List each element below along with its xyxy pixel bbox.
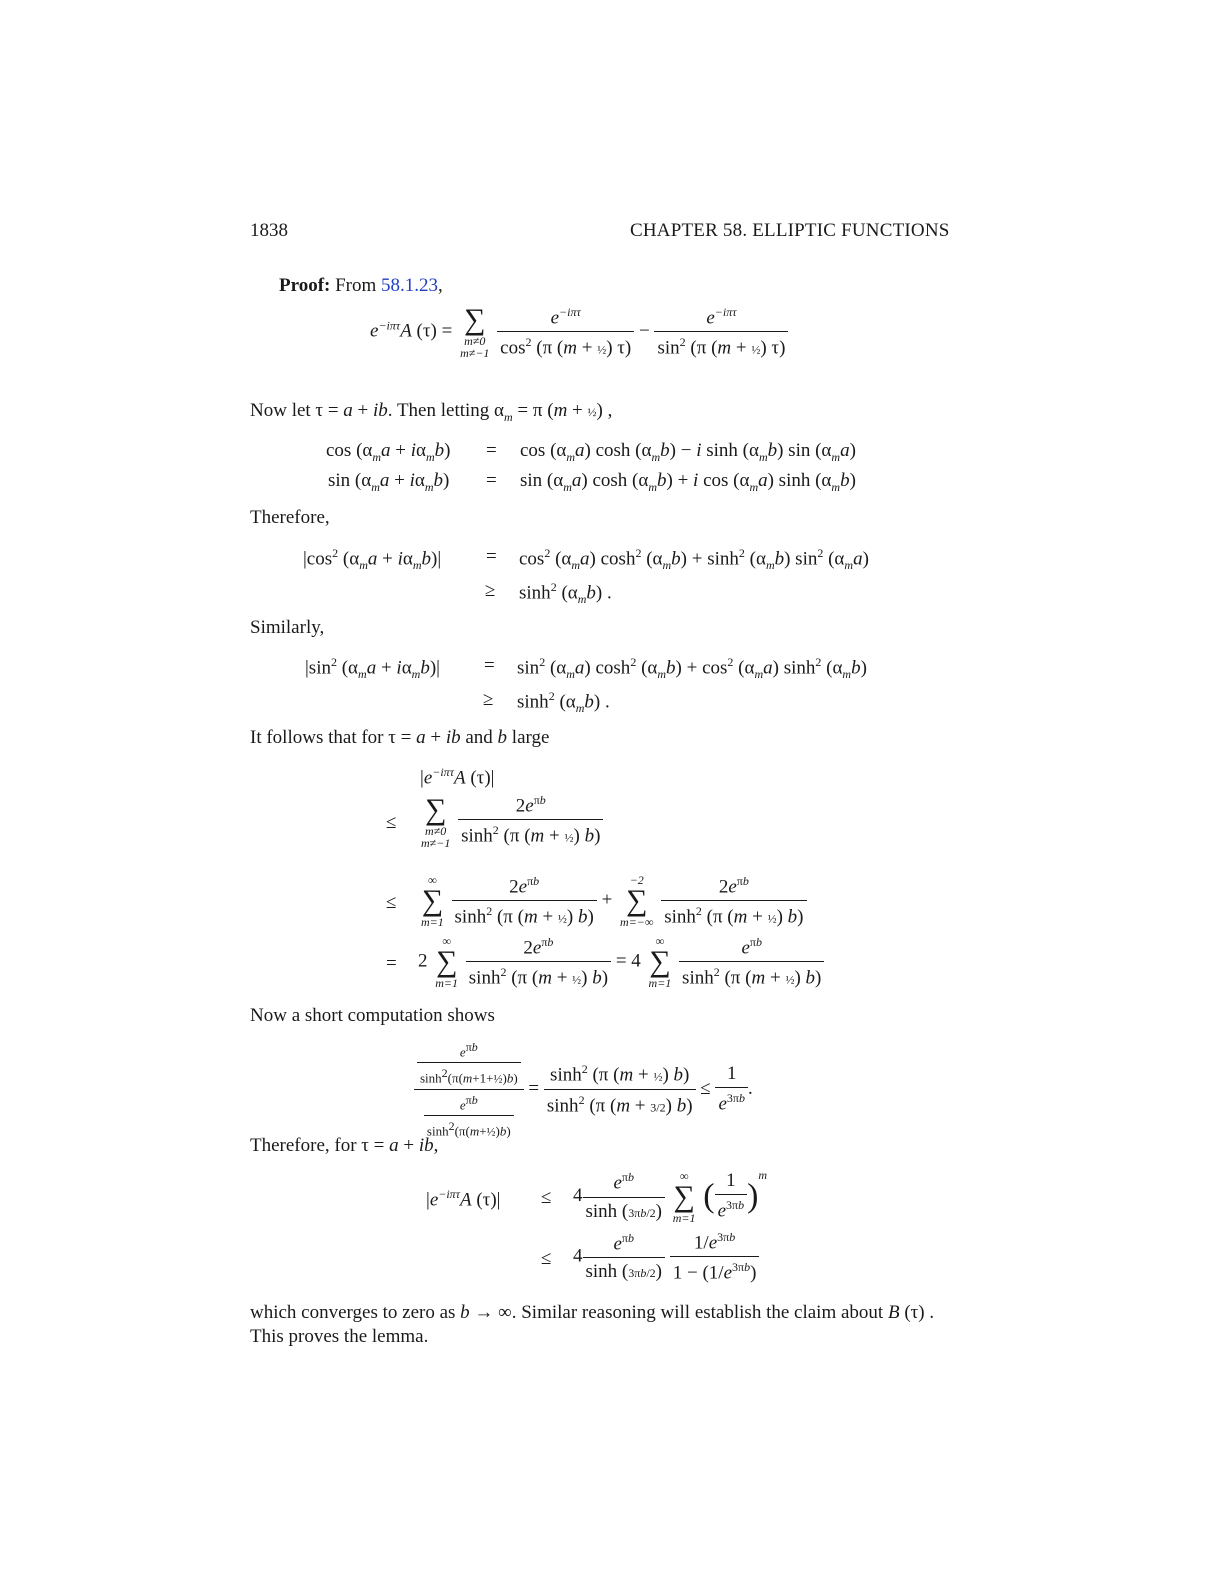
proof-label: Proof: [279, 275, 331, 296]
final-bound-1: 4 $\frac{e^{\pi b}}{\sinh (3\pi b/2)}$ ∞ ∑ m=1 ( $\frac{1}{e^{3\pi b}}$ )$^m$ [573, 1168, 768, 1225]
eq1-fraction-1: $\frac{e^{-i\pi\tau}}{\cos^2 (\pi (m + \frac{1}{2}) \tau)}$ [497, 305, 634, 360]
eq1-lhs: e [370, 320, 379, 342]
equals-sign: = [486, 546, 497, 567]
sin-expansion-rhs: $\sin (\alpha_ma)$ $\cosh (\alpha_mb) + i$ $\cos (\alpha_ma)$ $\sinh (\alpha_mb)$ [520, 470, 856, 494]
eq1-fraction-2: $\frac{e^{-i\pi\tau}}{\sin^2 (\pi (m + \frac{1}{2}) \tau)}$ [654, 305, 788, 360]
now-let-line: Now let τ = a + ib. Then letting $\alpha_m = \pi$ (m + ½) , [250, 400, 613, 424]
equals-sign: = [386, 953, 397, 974]
abs-cos-bound: $\sinh^2 (\alpha_mb)$ . [519, 580, 612, 607]
leq-sign: ≤ [386, 812, 397, 833]
final-lhs: $|e^{-i\pi\tau}A$ (τ)| [426, 1187, 501, 1211]
proof-intro-text: From [335, 275, 377, 296]
leq-sign: ≤ [541, 1248, 552, 1269]
equals-sign: = [486, 440, 497, 461]
equation-1: $e^{-i\pi\tau}A$ (τ) = ∑ m≠0 m≠−1 $\frac{e^{-i\pi\tau}}{\cos^2 (\pi (m + \frac{1}{2}) \tau)}$ − $\frac{e^{-i\pi\tau}}{\sin^2 (\pi (m + \frac{1}{2}) \tau)}$ [370, 305, 788, 360]
sum-symbol: ∑ m≠0 m≠−1 [460, 303, 490, 361]
equals-sign: = [486, 470, 497, 491]
equation-reference-link[interactable]: 58.1.23 [381, 275, 439, 296]
leq-sign: ≤ [386, 892, 397, 913]
abs-lhs: $|e^{-i\pi\tau}A$ (τ)| [420, 765, 495, 789]
proof-intro [279, 275, 443, 297]
cos-expansion-rhs: $\cos (\alpha_ma)$ $\cosh (\alpha_mb) - i$ $\sinh (\alpha_mb)$ $\sin (\alpha_ma)$ [520, 440, 856, 464]
geq-sign: ≥ [483, 689, 494, 710]
sin-expansion-lhs: $\sin (\alpha_ma + i\alpha_mb)$ [328, 470, 450, 494]
bound-3: 2 ∞ ∑ m=1 $\frac{2e^{\pi b}}{\sinh^2 (\pi (m + \frac{1}{2}) b)}$ = 4 ∞ ∑ m=1 $\frac{e^{\pi b}}{\sinh^2 (\pi (m + \frac{1}{2}) b)}$ [418, 935, 824, 990]
conclusion-line-1: which converges to zero as b → ∞. Similar reasoning will establish the claim about B (τ) . [250, 1302, 935, 1323]
geq-sign: ≥ [485, 580, 496, 601]
ratio-equation: $\frac{\frac{e^{\pi b}}{\sinh^2(\pi(m+1+\frac{1}{2})b)}}{\frac{e^{\pi b}}{\sinh^2(\pi(m+\frac{1}{2})b)}}$ = $\frac{\sinh^2 (\pi (m + \frac{1}{2}) b)}{\sinh^2 (\pi (m + 3/2) b)}$ ≤ $\frac{1}{e^{3\pi b}}$ . [414, 1040, 753, 1139]
equals-sign: = [484, 655, 495, 676]
running-header: CHAPTER 58. ELLIPTIC FUNCTIONS [630, 220, 950, 241]
bound-1: ∑ m≠0 m≠−1 $\frac{2e^{\pi b}}{\sinh^2 (\pi (m + \frac{1}{2}) b)}$ [418, 795, 603, 849]
abs-sin-lhs: $|\sin^2$ $(\alpha_ma + i\alpha_mb)|$ [305, 655, 440, 682]
cos-expansion-lhs: $\cos (\alpha_ma + i\alpha_mb)$ [326, 440, 451, 464]
conclusion-line-2: This proves the lemma. [250, 1326, 429, 1347]
similarly: Similarly, [250, 617, 325, 638]
abs-cos-rhs: $\cos^2 (\alpha_ma)$ $\cosh^2 (\alpha_mb) + \sinh^2 (\alpha_mb)$ $\sin^2 (\alpha_ma)$ [519, 546, 869, 573]
abs-sin-rhs: $\sin^2 (\alpha_ma)$ $\cosh^2 (\alpha_mb) + \cos^2 (\alpha_ma)$ $\sinh^2 (\alpha_mb)$ [517, 655, 867, 682]
abs-cos-lhs: $|\cos^2$ $(\alpha_ma + i\alpha_mb)|$ [303, 546, 442, 573]
it-follows-line: It follows that for τ = a + ib and b large [250, 727, 550, 748]
short-computation: Now a short computation shows [250, 1005, 495, 1026]
bound-2: ∞ ∑ m=1 $\frac{2e^{\pi b}}{\sinh^2 (\pi (m + \frac{1}{2}) b)}$ + −2 ∑ m=−∞ $\frac{2e^{\pi b}}{\sinh^2 (\pi (m + \frac{1}{2}) b)}$ [418, 874, 807, 929]
therefore-2: Therefore, for τ = a + ib, [250, 1135, 439, 1156]
leq-sign: ≤ [541, 1187, 552, 1208]
therefore-1: Therefore, [250, 507, 330, 528]
abs-sin-bound: $\sinh^2 (\alpha_mb)$ . [517, 689, 610, 716]
final-bound-2: 4 $\frac{e^{\pi b}}{\sinh (3\pi b/2)}$ $\frac{1/e^{3\pi b}}{1 - (1/e^{3\pi b})}$ [573, 1230, 759, 1285]
proof-ref-suffix: , [438, 275, 443, 296]
page-number: 1838 [250, 220, 288, 241]
